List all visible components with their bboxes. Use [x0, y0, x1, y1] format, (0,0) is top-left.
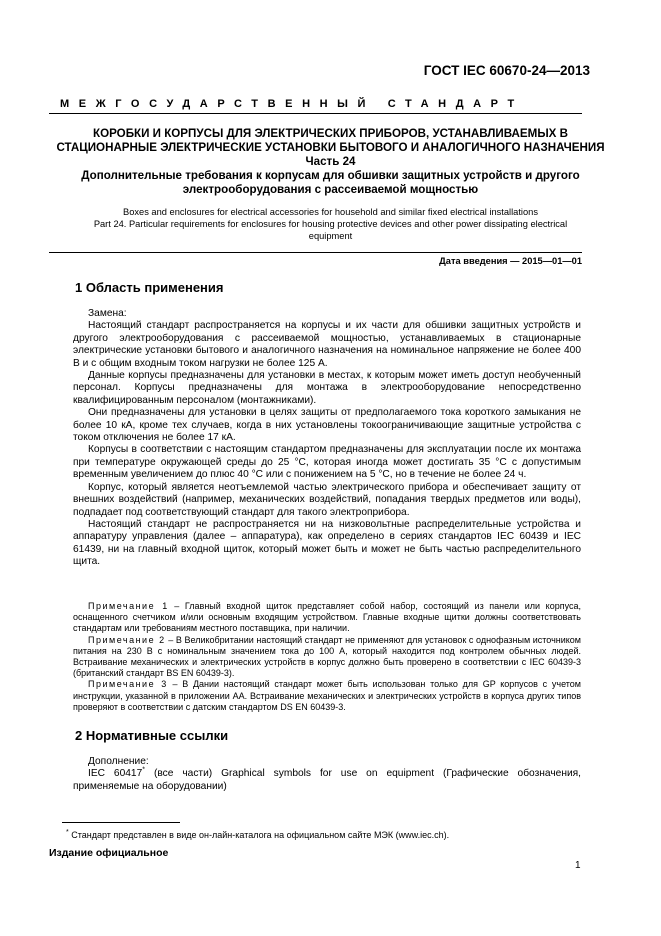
- note-3: [73, 679, 581, 713]
- note-3-label: Примечание 3: [88, 679, 168, 690]
- paragraph: Настоящий стандарт не распространяется ни на низковольтные распределительные устройства и аппаратуру управления (далее – аппаратура), как определено в сериях стандартов IEC 60439 и IEC 61439, ни на главный входной щиток, который может быть и может не быть частью распределительного щита.: [73, 518, 581, 568]
- paragraph: Настоящий стандарт распространяется на корпусы и их части для обшивки защитных устройств и другого электрооборудования с рассеиваемой мощностью, устанавливаемых в стационарные электрические установки бытового и аналогичного назначения на номинальное напряжение не более 400 В и с общим входным током нагрузки не более 125 А.: [73, 320, 581, 369]
- english-title-line-3: equipment: [308, 231, 353, 241]
- footnote-mark: *: [142, 767, 145, 775]
- introduction-date: Дата введения — 2015—01—01: [439, 256, 582, 266]
- paragraph: Корпус, который является неотъемлемой частью электрического прибора и обеспечивает защиту от внешних воздействий (например, механических воздействий, попадания твердых предметов или воды), подпадает под соответствующий стандарт для такого электроприбора.: [73, 481, 581, 518]
- section-2-body: [73, 756, 581, 793]
- page-number: 1: [575, 860, 581, 871]
- english-title-line-2: Part 24. Particular requirements for enclosures for housing protective devices and other power dissipating electrical: [93, 219, 568, 229]
- subtitle-line-2: электрооборудования с рассеиваемой мощностью: [182, 183, 479, 196]
- english-title-line-1: Boxes and enclosures for electrical accessories for household and similar fixed electrical installations: [123, 207, 538, 217]
- note-2: [73, 635, 581, 680]
- title-line-2: СТАЦИОНАРНЫЕ ЭЛЕКТРИЧЕСКИЕ УСТАНОВКИ БЫТОВОГО И АНАЛОГИЧНОГО НАЗНАЧЕНИЯ: [56, 141, 605, 154]
- gost-number: ГОСТ IEC 60670-24—2013: [423, 63, 590, 78]
- english-title: [40, 206, 621, 242]
- paragraph: Корпусы в соответствии с настоящим стандартом предназначены для эксплуатации после их монтажа при температуре окружающей среды до 25 °С, которая иногда может достигать 35 °С с допустимым временным увеличением до плюс 40 °С или с понижением на 5 °С, но в течение не более 24 ч.: [73, 444, 581, 481]
- reference-item: [73, 768, 581, 793]
- note-2-label: Примечание 2: [88, 634, 166, 645]
- reference-text: (все части) Graphical symbols for use on equipment (Графические обозначения, применяемые на оборудовании): [73, 768, 581, 792]
- subtitle-line-1: Дополнительные требования к корпусам для обшивки защитных устройств и другого: [81, 169, 580, 182]
- note-1-text: – Главный входной щиток представляет собой набор, состоящий из панели или корпуса, оснащенного счетчиком и/или основным входящим устройством. Главные входные щитки должны соответствовать стандартам или требованиям местного поставщика, при наличии.: [73, 601, 581, 634]
- note-2-text: – В Великобритании настоящий стандарт не применяют для установок с однофазным источником питания на 230 В с номинальным значением тока до 100 А, который находится под контролем обычных людей. Встраивание механических и электрических устройств в корпус должно быть проверено в соответствии с IEC 60439-3 (британский стандарт BS EN 60439-3).: [73, 634, 581, 679]
- section-1-heading: 1 Область применения: [75, 280, 224, 295]
- footnote-divider: [62, 822, 180, 823]
- addition-label: Дополнение:: [88, 756, 149, 767]
- section-1-body: [73, 308, 581, 569]
- official-edition-label: Издание официальное: [49, 847, 169, 859]
- note-3-text: – В Дании настоящий стандарт может быть использован только для GP корпусов с учетом инструкции, указанной в приложении АА. Встраивание механических и электрических устройств в корпуса других типов проверяют в соответствии с датским стандартом DS EN 60439-3.: [73, 679, 581, 712]
- note-1-label: Примечание 1: [88, 601, 169, 611]
- document-title: [40, 127, 621, 197]
- footnote: [66, 830, 449, 840]
- footnote-text: Стандарт представлен в виде он-лайн-каталога на официальном сайте МЭК (www.iec.ch).: [68, 830, 450, 840]
- title-part: Часть 24: [305, 155, 356, 168]
- date-divider: [49, 252, 582, 253]
- paragraph: Данные корпусы предназначены для установки в местах, к которым может иметь доступ необученный персонал. Корпусы предназначены для монтажа в электрооборудование непосредственно квалифицированным персоналом (монтажниками).: [73, 370, 581, 406]
- title-line-1: КОРОБКИ И КОРПУСЫ ДЛЯ ЭЛЕКТРИЧЕСКИХ ПРИБОРОВ, УСТАНАВЛИВАЕМЫХ В: [93, 127, 568, 140]
- paragraph: Они предназначены для установки в целях защиты от предполагаемого тока короткого замыкания не более 10 кА, кроме тех случаев, когда в них установлены токоограничивающие защитные устройства с током отключения не более 17 кА.: [73, 407, 581, 444]
- interstate-standard-label: МЕЖГОСУДАРСТВЕННЫЙ СТАНДАРТ: [60, 98, 524, 110]
- replace-label: Замена:: [88, 308, 127, 319]
- footnote-asterisk: *: [66, 829, 69, 836]
- notes-block: [73, 601, 581, 713]
- header-divider: [49, 113, 582, 114]
- note-1: [73, 601, 581, 635]
- reference-code: IEC 60417: [88, 768, 143, 780]
- section-2-heading: 2 Нормативные ссылки: [75, 728, 229, 743]
